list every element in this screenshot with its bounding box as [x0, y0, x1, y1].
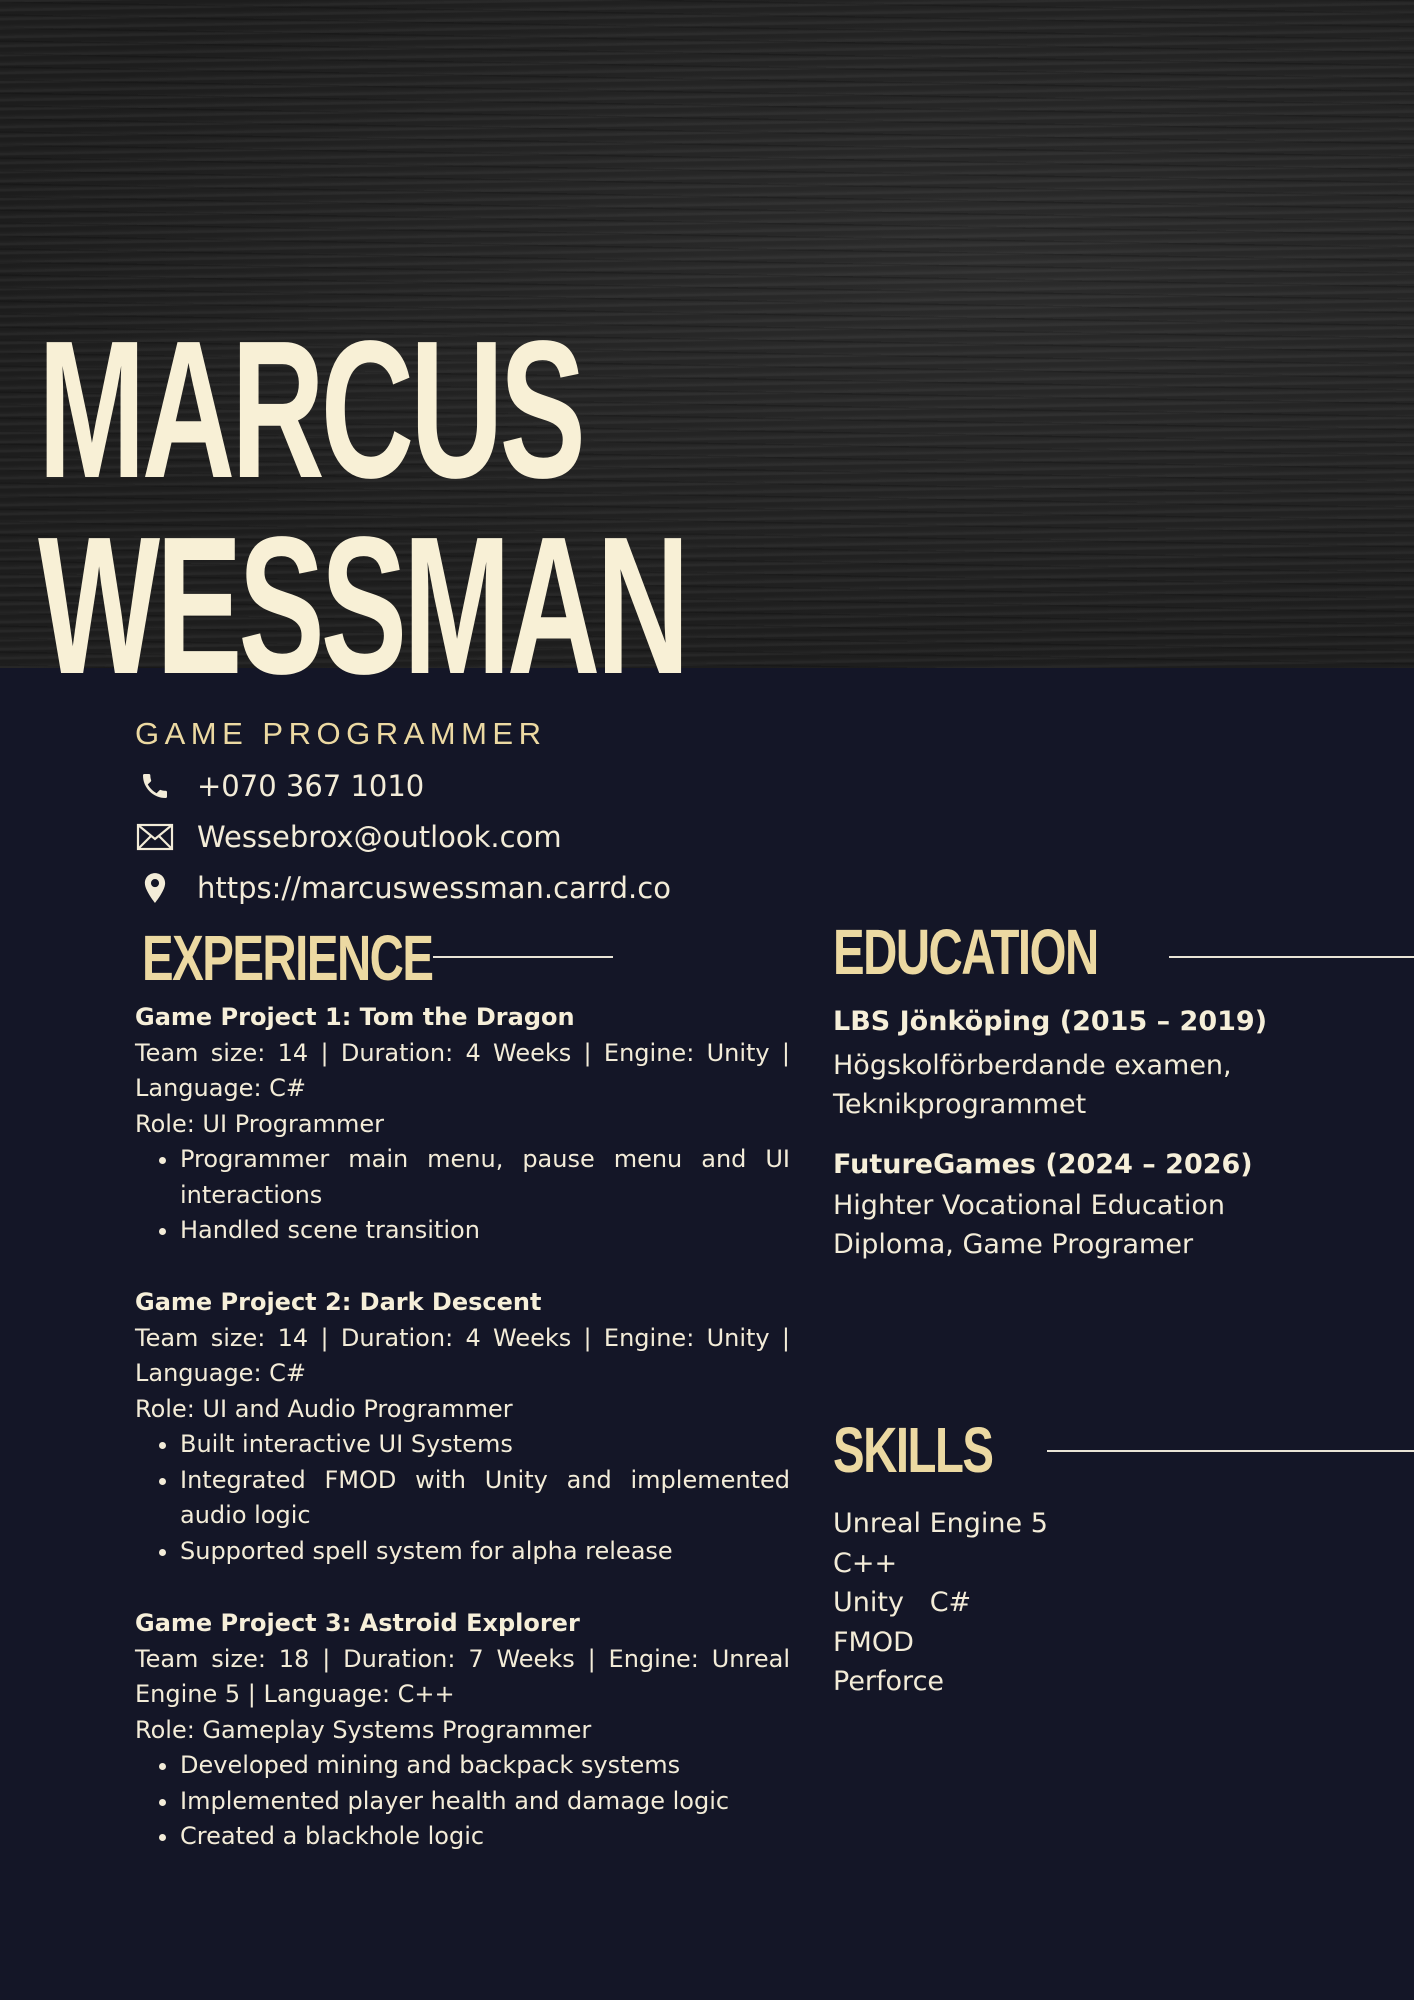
project-title: Game Project 2: Dark Descent — [135, 1288, 542, 1316]
education-entry-2 — [833, 1146, 1393, 1264]
list-item: Unreal Engine 5 — [833, 1508, 1048, 1539]
phone-icon — [135, 769, 175, 803]
contact-phone — [135, 766, 424, 806]
degree-line: Högskolförberdande examen, — [833, 1050, 1232, 1081]
list-item: Perforce — [833, 1666, 945, 1697]
list-item: • Developed mining and backpack systems — [180, 1748, 790, 1784]
email-link[interactable]: Wessebrox@outlook.com — [197, 820, 562, 854]
contact-email — [135, 817, 562, 857]
list-item: Unity C# — [833, 1587, 972, 1618]
skills-divider — [1047, 1450, 1414, 1452]
project-meta: Team size: 14 | Duration: 4 Weeks | Engine: Unity | Language: C# — [135, 1323, 790, 1387]
first-name: MARCUS — [38, 300, 582, 519]
experience-project-1 — [135, 1000, 790, 1249]
school-name: LBS Jönköping (2015 – 2019) — [833, 1006, 1268, 1037]
project-title: Game Project 1: Tom the Dragon — [135, 1003, 575, 1031]
project-title: Game Project 3: Astroid Explorer — [135, 1609, 580, 1637]
list-item: C++ — [833, 1547, 898, 1579]
project-role: Role: Gameplay Systems Programmer — [135, 1715, 592, 1744]
list-item: • Supported spell system for alpha release — [180, 1534, 790, 1570]
skills-heading: SKILLS — [833, 1414, 993, 1486]
list-item: • Implemented player health and damage logic — [180, 1784, 790, 1820]
degree-line: Diploma, Game Programer — [833, 1229, 1194, 1260]
experience-project-3 — [135, 1606, 790, 1855]
contact-website — [135, 868, 671, 908]
education-divider — [1169, 956, 1414, 958]
experience-heading: EXPERIENCE — [142, 922, 433, 994]
list-item: • Handled scene transition — [180, 1213, 790, 1249]
project-role: Role: UI and Audio Programmer — [135, 1394, 513, 1423]
project-meta: Team size: 18 | Duration: 7 Weeks | Engine: Unreal Engine 5 | Language: C++ — [135, 1644, 790, 1708]
phone-number: +070 367 1010 — [197, 769, 425, 803]
location-pin-icon — [135, 871, 175, 905]
list-item: • Programmer main menu, pause menu and UI interactions — [180, 1142, 790, 1213]
skills-list — [833, 1504, 1048, 1702]
education-heading: EDUCATION — [833, 916, 1098, 988]
project-bullets — [135, 1427, 790, 1569]
list-item: • Created a blackhole logic — [180, 1819, 790, 1855]
project-role: Role: UI Programmer — [135, 1109, 384, 1138]
project-bullets — [135, 1748, 790, 1855]
job-title: GAME PROGRAMMER — [135, 716, 547, 751]
experience-project-2 — [135, 1285, 790, 1569]
education-entry-1 — [833, 1003, 1393, 1124]
school-name: FutureGames (2024 – 2026) — [833, 1149, 1253, 1180]
degree-line: Teknikprogrammet — [833, 1089, 1087, 1120]
envelope-icon — [135, 820, 175, 854]
project-meta: Team size: 14 | Duration: 4 Weeks | Engine: Unity | Language: C# — [135, 1038, 790, 1102]
degree-line: Highter Vocational Education — [833, 1190, 1225, 1221]
list-item: • Built interactive UI Systems — [180, 1427, 790, 1463]
website-link[interactable]: https://marcuswessman.carrd.co — [197, 871, 671, 905]
project-bullets — [135, 1142, 790, 1249]
list-item: FMOD — [833, 1626, 914, 1658]
list-item: • Integrated FMOD with Unity and implemented audio logic — [180, 1463, 790, 1534]
experience-divider — [433, 956, 613, 958]
last-name: WESSMAN — [38, 496, 686, 715]
